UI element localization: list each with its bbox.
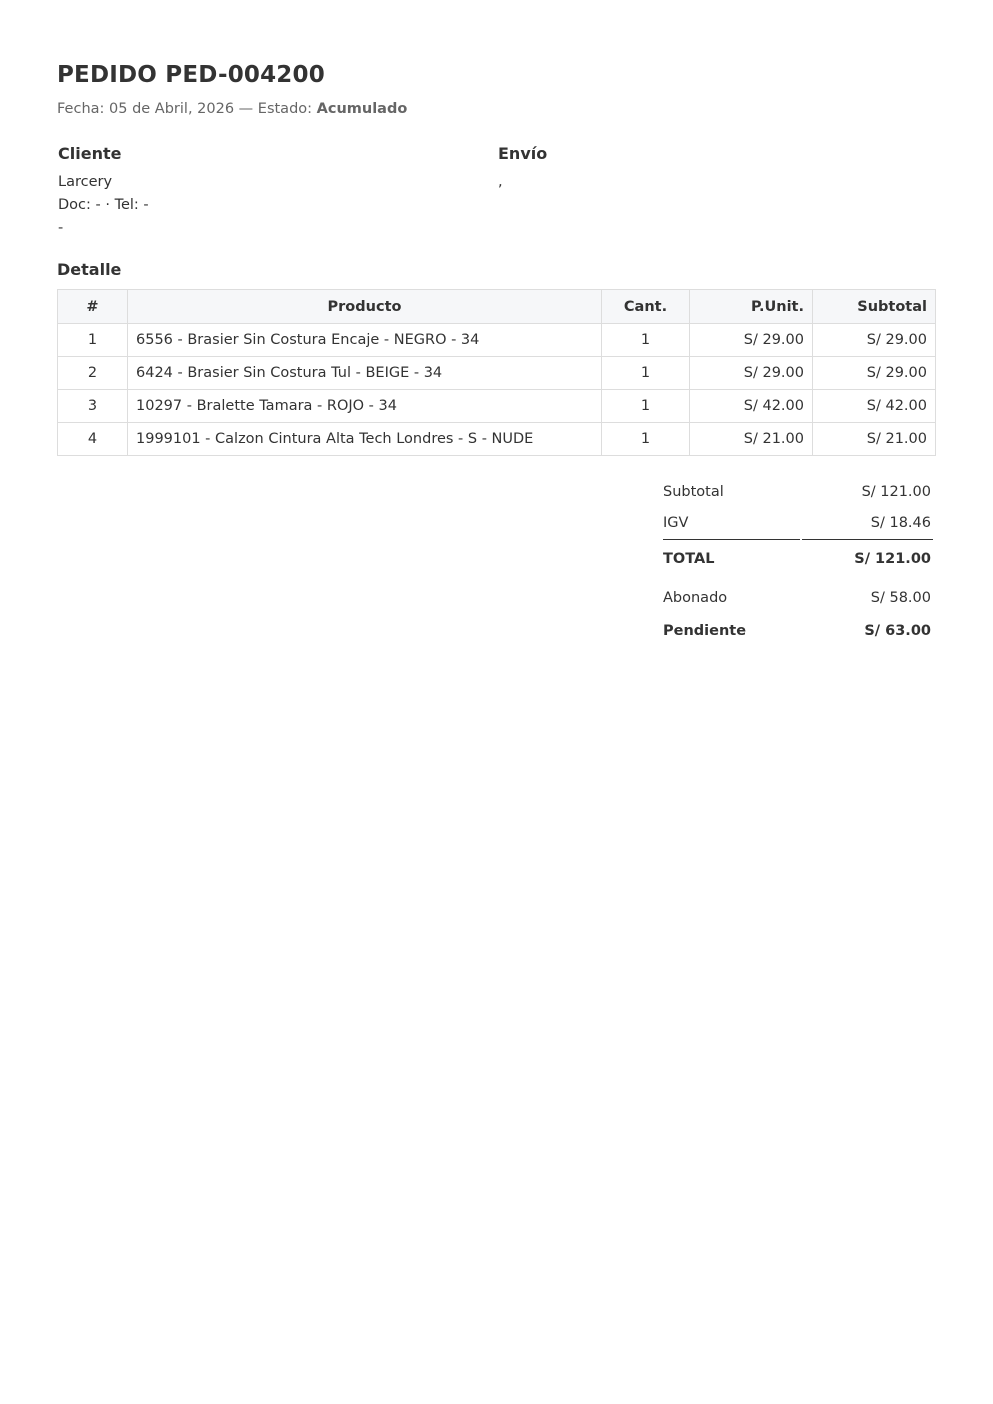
totals-igv-row bbox=[662, 515, 933, 531]
client-extra: - bbox=[58, 220, 64, 236]
row-subtotal: S/ 21.00 bbox=[813, 423, 936, 456]
subtotal-value: S/ 121.00 bbox=[861, 484, 931, 500]
table-row bbox=[58, 423, 936, 456]
row-subtotal: S/ 29.00 bbox=[813, 357, 936, 390]
row-product: 10297 - Bralette Tamara - ROJO - 34 bbox=[128, 390, 602, 423]
table-header-row bbox=[58, 290, 936, 324]
totals-total-row bbox=[662, 551, 933, 567]
client-doc-tel: Doc: - · Tel: - bbox=[58, 197, 149, 213]
paid-value: S/ 58.00 bbox=[870, 590, 931, 606]
total-label: TOTAL bbox=[663, 551, 715, 567]
order-title: PEDIDO PED-004200 bbox=[57, 62, 325, 88]
table-row bbox=[58, 357, 936, 390]
row-unit-price: S/ 21.00 bbox=[690, 423, 813, 456]
row-quantity: 1 bbox=[602, 324, 690, 357]
row-quantity: 1 bbox=[602, 390, 690, 423]
row-number: 1 bbox=[58, 324, 128, 357]
row-subtotal: S/ 42.00 bbox=[813, 390, 936, 423]
shipping-address: , bbox=[498, 174, 503, 190]
row-quantity: 1 bbox=[602, 357, 690, 390]
row-unit-price: S/ 29.00 bbox=[690, 324, 813, 357]
igv-value: S/ 18.46 bbox=[870, 515, 931, 531]
row-product: 6424 - Brasier Sin Costura Tul - BEIGE - 34 bbox=[128, 357, 602, 390]
col-header-unit-price: P.Unit. bbox=[690, 290, 813, 324]
pending-label: Pendiente bbox=[663, 623, 747, 639]
total-divider-right bbox=[802, 539, 933, 540]
client-name: Larcery bbox=[58, 174, 113, 190]
totals-subtotal-row bbox=[662, 484, 933, 500]
col-header-number: # bbox=[58, 290, 128, 324]
row-number: 3 bbox=[58, 390, 128, 423]
table-row bbox=[58, 390, 936, 423]
total-value: S/ 121.00 bbox=[854, 551, 931, 567]
totals-pending-row bbox=[662, 623, 933, 639]
detail-table bbox=[57, 289, 936, 456]
row-number: 4 bbox=[58, 423, 128, 456]
row-number: 2 bbox=[58, 357, 128, 390]
row-unit-price: S/ 42.00 bbox=[690, 390, 813, 423]
row-product: 6556 - Brasier Sin Costura Encaje - NEGRO - 34 bbox=[128, 324, 602, 357]
row-unit-price: S/ 29.00 bbox=[690, 357, 813, 390]
client-heading: Cliente bbox=[58, 144, 122, 163]
order-date: Fecha: 05 de Abril, 2026 — Estado: bbox=[57, 101, 317, 117]
subtotal-label: Subtotal bbox=[663, 484, 724, 500]
row-quantity: 1 bbox=[602, 423, 690, 456]
paid-label: Abonado bbox=[663, 590, 728, 606]
order-meta bbox=[57, 101, 407, 117]
igv-label: IGV bbox=[663, 515, 689, 531]
col-header-subtotal: Subtotal bbox=[813, 290, 936, 324]
row-subtotal: S/ 29.00 bbox=[813, 324, 936, 357]
table-row bbox=[58, 324, 936, 357]
pending-value: S/ 63.00 bbox=[864, 623, 931, 639]
totals-paid-row bbox=[662, 590, 933, 606]
col-header-product: Producto bbox=[128, 290, 602, 324]
row-product: 1999101 - Calzon Cintura Alta Tech Londres - S - NUDE bbox=[128, 423, 602, 456]
shipping-heading: Envío bbox=[498, 144, 548, 163]
col-header-quantity: Cant. bbox=[602, 290, 690, 324]
total-divider-left bbox=[663, 539, 800, 540]
order-status: Acumulado bbox=[316, 101, 408, 117]
detail-heading: Detalle bbox=[57, 260, 122, 279]
